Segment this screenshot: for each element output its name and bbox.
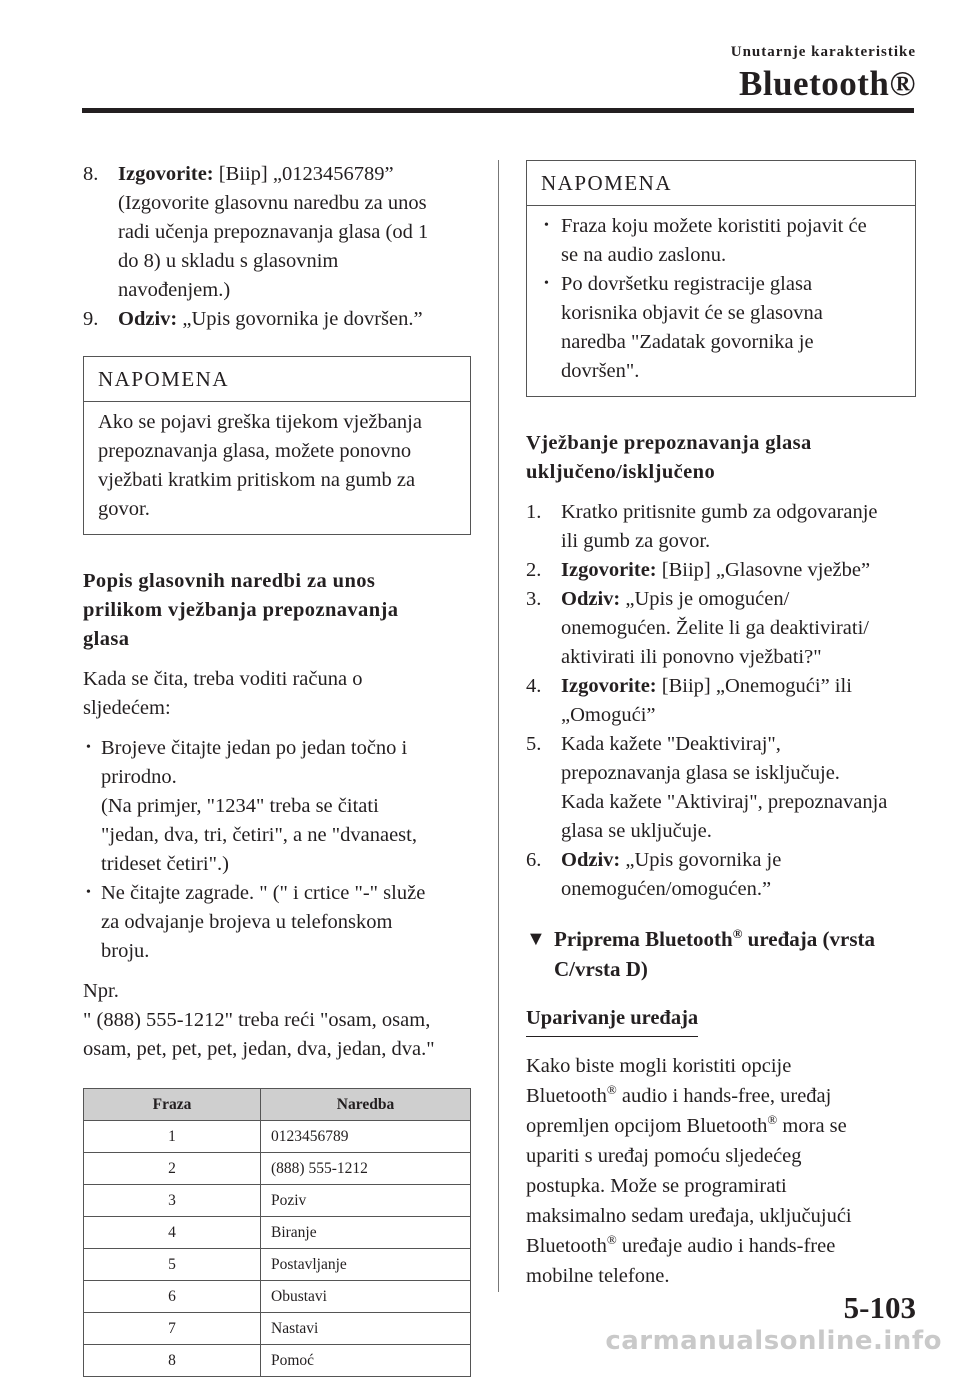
phrase-cell: 6 bbox=[84, 1281, 261, 1313]
step-text: „Upis govornika je dovršen.” bbox=[177, 308, 423, 330]
step-line: (Izgovorite glasovnu naredbu za unos bbox=[118, 192, 427, 214]
registered-mark: ® bbox=[606, 1232, 617, 1248]
bullet-line: trideset četiri".) bbox=[101, 853, 229, 875]
registered-mark: ® bbox=[606, 1082, 617, 1098]
header-title: Bluetooth® bbox=[739, 64, 916, 103]
example-line: Npr. bbox=[83, 980, 119, 1002]
table-row bbox=[84, 1121, 471, 1153]
step-number: 4. bbox=[526, 675, 542, 697]
table-row bbox=[84, 1153, 471, 1185]
intro-paragraph bbox=[83, 665, 471, 723]
step-text: „Upis govornika je bbox=[620, 849, 782, 871]
step-line: do 8) u skladu s glasovnim bbox=[118, 250, 339, 272]
step-number: 2. bbox=[526, 559, 542, 581]
body-line: upariti s uređaj pomoću sljedećeg bbox=[526, 1145, 802, 1167]
note-line: prepoznavanja glasa, možete ponovno bbox=[98, 440, 412, 462]
step-line: Kada kažete "Aktiviraj", prepoznavanja bbox=[561, 791, 888, 813]
table-row bbox=[84, 1185, 471, 1217]
body-line bbox=[526, 1111, 916, 1141]
header-rule bbox=[82, 108, 914, 113]
note-box bbox=[526, 160, 916, 397]
phrase-cell: 7 bbox=[84, 1313, 261, 1345]
step-number: 5. bbox=[526, 733, 542, 755]
column-divider bbox=[498, 160, 499, 1292]
bullet-icon: • bbox=[544, 218, 549, 233]
note-bullet bbox=[541, 212, 901, 270]
note-line: Po dovršetku registracije glasa bbox=[561, 273, 813, 295]
note-line: naredba "Zadatak govornika je bbox=[561, 331, 814, 353]
table-row bbox=[84, 1313, 471, 1345]
heading-line: prilikom vježbanja prepoznavanja bbox=[83, 599, 399, 621]
step-text: „Upis je omogućen/ bbox=[620, 588, 790, 610]
command-cell: Biranje bbox=[261, 1217, 471, 1249]
step-4 bbox=[526, 672, 916, 730]
step-line: „Omogući” bbox=[561, 704, 656, 726]
table-row bbox=[84, 1217, 471, 1249]
step-line: radi učenja prepoznavanja glasa (od 1 bbox=[118, 221, 429, 243]
bullet-line: "jedan, dva, tri, četiri", a ne "dvanaest, bbox=[101, 824, 417, 846]
right-column bbox=[526, 160, 916, 1291]
bullet-item bbox=[83, 734, 471, 879]
step-line: navođenjem.) bbox=[118, 279, 231, 301]
phrase-cell: 2 bbox=[84, 1153, 261, 1185]
note-title: NAPOMENA bbox=[84, 357, 470, 402]
step-line: onemogućen/omogućen.” bbox=[561, 878, 772, 900]
table-row bbox=[84, 1281, 471, 1313]
page-number: 5-103 bbox=[843, 1290, 916, 1325]
step-5 bbox=[526, 730, 916, 846]
step-8 bbox=[83, 160, 471, 305]
step-2 bbox=[526, 556, 916, 585]
step-label: Izgovorite: bbox=[561, 675, 657, 697]
step-number: 9. bbox=[83, 308, 99, 330]
bullet-icon: • bbox=[86, 740, 91, 755]
example-line: " (888) 555-1212" treba reći "osam, osam, bbox=[83, 1009, 431, 1031]
heading-line: glasa bbox=[83, 628, 130, 650]
phrase-table bbox=[83, 1088, 471, 1377]
body-text: opremljen opcijom Bluetooth bbox=[526, 1115, 768, 1137]
section-title-text: uređaja (vrsta bbox=[742, 927, 875, 951]
note-bullet bbox=[541, 270, 901, 386]
step-label: Odziv: bbox=[561, 588, 621, 610]
note-line: dovršen". bbox=[561, 360, 640, 382]
table-header-phrase: Fraza bbox=[84, 1089, 261, 1121]
body-line bbox=[526, 1081, 916, 1111]
step-label: Odziv: bbox=[118, 308, 178, 330]
step-line: onemogućen. Želite li ga deaktivirati/ bbox=[561, 617, 869, 639]
bullet-line: (Na primjer, "1234" treba se čitati bbox=[101, 795, 379, 817]
command-cell: 0123456789 bbox=[261, 1121, 471, 1153]
section-title-text: Priprema Bluetooth bbox=[554, 927, 733, 951]
steps-list bbox=[526, 498, 916, 904]
heading-line: Popis glasovnih naredbi za unos bbox=[83, 570, 376, 592]
body-text: uređaje audio i hands-free bbox=[616, 1235, 836, 1257]
step-9 bbox=[83, 305, 471, 334]
step-number: 8. bbox=[83, 163, 99, 185]
step-text: [Biip] „Onemogući” ili bbox=[656, 675, 852, 697]
bullet-line: broju. bbox=[101, 940, 150, 962]
table-row bbox=[84, 1249, 471, 1281]
bullet-line: Brojeve čitajte jedan po jedan točno i bbox=[101, 737, 408, 759]
bullet-icon: • bbox=[86, 885, 91, 900]
table-header-row bbox=[84, 1089, 471, 1121]
command-cell: (888) 555-1212 bbox=[261, 1153, 471, 1185]
table-row bbox=[84, 1345, 471, 1377]
note-box bbox=[83, 356, 471, 535]
phrase-cell: 5 bbox=[84, 1249, 261, 1281]
phrase-cell: 1 bbox=[84, 1121, 261, 1153]
bullet-line: Ne čitajte zagrade. " (" i crtice "-" služe bbox=[101, 882, 426, 904]
command-cell: Obustavi bbox=[261, 1281, 471, 1313]
step-label: Izgovorite: bbox=[561, 559, 657, 581]
body-line: postupka. Može se programirati bbox=[526, 1175, 787, 1197]
intro-line: sljedećem: bbox=[83, 697, 171, 719]
step-1 bbox=[526, 498, 916, 556]
step-text: Kratko pritisnite gumb za odgovaranje bbox=[561, 501, 878, 523]
step-6 bbox=[526, 846, 916, 904]
table-header-command: Naredba bbox=[261, 1089, 471, 1121]
bullet-item bbox=[83, 879, 471, 966]
heading-line: Vježbanje prepoznavanja glasa bbox=[526, 432, 812, 454]
body-line: Kako biste mogli koristiti opcije bbox=[526, 1055, 792, 1077]
step-label: Odziv: bbox=[561, 849, 621, 871]
note-line: vježbati kratkim pritiskom na gumb za bbox=[98, 469, 416, 491]
triangle-down-icon: ▼ bbox=[526, 928, 546, 950]
step-line: ili gumb za govor. bbox=[561, 530, 711, 552]
note-line: Fraza koju možete koristiti pojavit će bbox=[561, 215, 867, 237]
section-heading bbox=[83, 567, 471, 654]
section-title bbox=[526, 924, 916, 984]
step-line: prepoznavanja glasa se isključuje. bbox=[561, 762, 840, 784]
body-text: Bluetooth bbox=[526, 1235, 607, 1257]
body-text: audio i hands-free, uređaj bbox=[616, 1085, 832, 1107]
phrase-cell: 4 bbox=[84, 1217, 261, 1249]
body-text: mora se bbox=[777, 1115, 847, 1137]
step-text: [Biip] „0123456789” bbox=[213, 163, 394, 185]
note-line: Ako se pojavi greška tijekom vježbanja bbox=[98, 411, 422, 433]
subsection-title: Uparivanje uređaja bbox=[526, 1004, 698, 1037]
step-number: 3. bbox=[526, 588, 542, 610]
command-cell: Pomoć bbox=[261, 1345, 471, 1377]
subsection-wrap bbox=[526, 1004, 916, 1037]
phrase-cell: 8 bbox=[84, 1345, 261, 1377]
bullet-line: prirodno. bbox=[101, 766, 177, 788]
body-line bbox=[526, 1231, 916, 1261]
registered-mark: ® bbox=[732, 926, 743, 941]
left-column bbox=[83, 160, 471, 1377]
note-line: se na audio zaslonu. bbox=[561, 244, 727, 266]
watermark: carmanualsonline.info bbox=[605, 1326, 942, 1356]
body-line: mobilne telefone. bbox=[526, 1265, 670, 1287]
step-number: 6. bbox=[526, 849, 542, 871]
header-section: Unutarnje karakteristike bbox=[730, 44, 916, 60]
note-line: korisnika objavit će se glasovna bbox=[561, 302, 823, 324]
section-title-line2: C/vrsta D) bbox=[554, 957, 648, 981]
step-label: Izgovorite: bbox=[118, 163, 214, 185]
intro-line: Kada se čita, treba voditi računa o bbox=[83, 668, 363, 690]
bullet-line: za odvajanje brojeva u telefonskom bbox=[101, 911, 393, 933]
command-cell: Nastavi bbox=[261, 1313, 471, 1345]
registered-mark: ® bbox=[767, 1112, 778, 1128]
body-text: Bluetooth bbox=[526, 1085, 607, 1107]
step-3 bbox=[526, 585, 916, 672]
example-paragraph bbox=[83, 977, 471, 1064]
bullet-icon: • bbox=[544, 276, 549, 291]
example-line: osam, pet, pet, pet, jedan, dva, jedan, dva." bbox=[83, 1038, 435, 1060]
section-heading bbox=[526, 429, 916, 487]
note-line: govor. bbox=[98, 498, 150, 520]
command-cell: Postavljanje bbox=[261, 1249, 471, 1281]
heading-line: uključeno/isključeno bbox=[526, 461, 716, 483]
step-text: Kada kažete "Deaktiviraj", bbox=[561, 733, 781, 755]
note-body bbox=[527, 206, 915, 396]
step-number: 1. bbox=[526, 501, 542, 523]
step-line: aktivirati ili ponovno vježbati?" bbox=[561, 646, 822, 668]
phrase-cell: 3 bbox=[84, 1185, 261, 1217]
step-text: [Biip] „Glasovne vježbe” bbox=[656, 559, 871, 581]
command-cell: Poziv bbox=[261, 1185, 471, 1217]
body-line: maksimalno sedam uređaja, uključujući bbox=[526, 1205, 852, 1227]
step-line: glasa se uključuje. bbox=[561, 820, 712, 842]
note-title: NAPOMENA bbox=[527, 161, 915, 206]
note-body bbox=[84, 402, 470, 534]
body-paragraph bbox=[526, 1051, 916, 1291]
